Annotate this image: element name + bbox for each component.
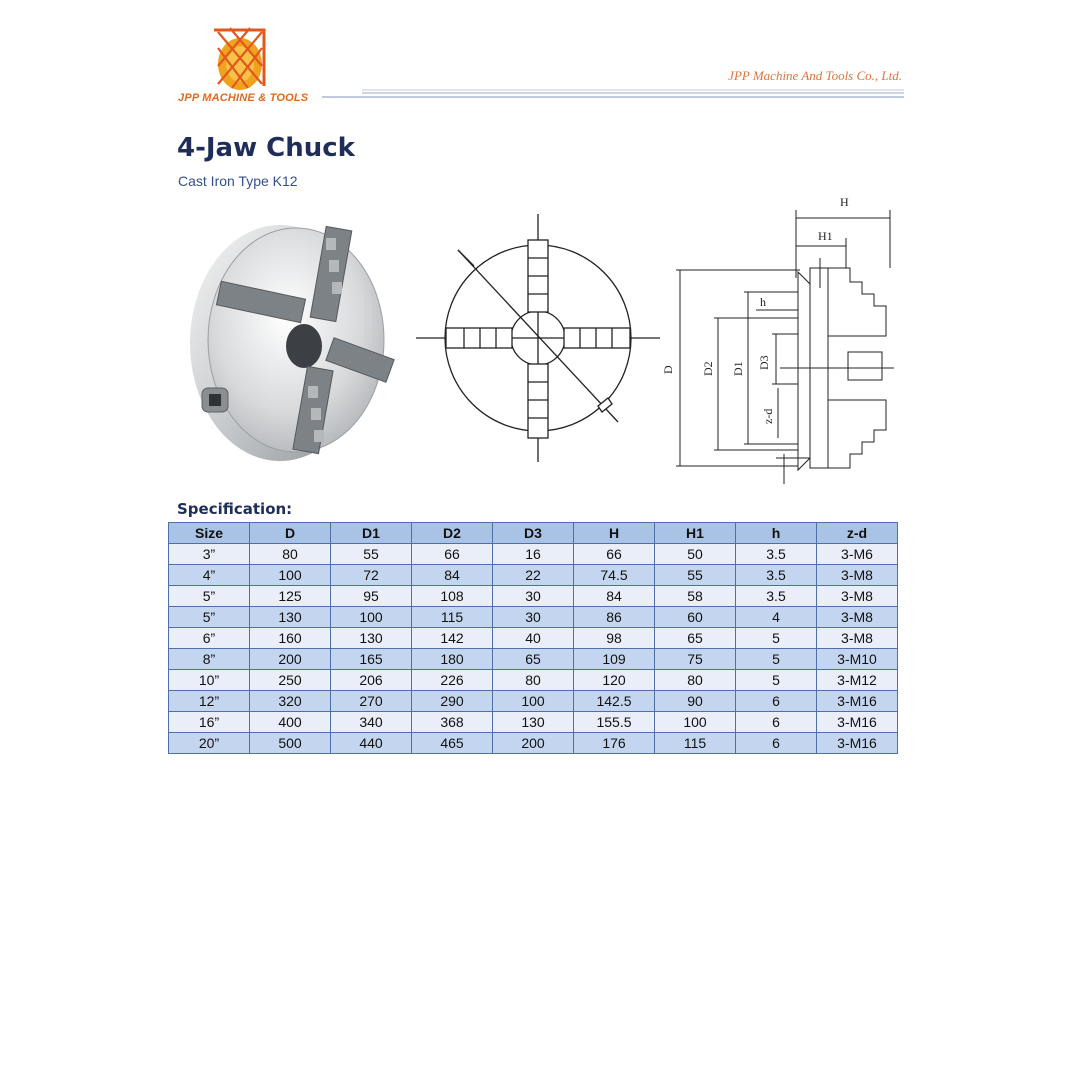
table-cell: 3-M8 [817,565,898,586]
table-cell: 290 [412,691,493,712]
table-cell: 3.5 [736,565,817,586]
label-h: h [760,295,766,309]
table-cell: 100 [250,565,331,586]
table-body [169,544,898,754]
table-cell: 368 [412,712,493,733]
table-cell: 3.5 [736,586,817,607]
table-cell: 200 [250,649,331,670]
column-header: D1 [331,523,412,544]
table-cell: 165 [331,649,412,670]
product-subtitle: Cast Iron Type K12 [178,173,298,189]
column-header: D [250,523,331,544]
column-header: H [574,523,655,544]
table-cell: 90 [655,691,736,712]
table-cell: 84 [412,565,493,586]
table-cell: 100 [655,712,736,733]
table-cell: 142 [412,628,493,649]
table-cell: 6” [169,628,250,649]
table-cell: 115 [655,733,736,754]
logo-text: JPP MACHINE & TOOLS [178,92,309,104]
column-header: h [736,523,817,544]
table-cell: 80 [655,670,736,691]
table-row [169,565,898,586]
table-cell: 155.5 [574,712,655,733]
label-D1: D1 [731,361,745,376]
table-cell: 115 [412,607,493,628]
product-title: 4-Jaw Chuck [177,133,355,163]
table-cell: 98 [574,628,655,649]
label-H1: H1 [818,229,833,243]
table-row [169,628,898,649]
table-cell: 50 [655,544,736,565]
table-cell: 6 [736,733,817,754]
table-cell: 58 [655,586,736,607]
table-cell: 250 [250,670,331,691]
table-cell: 440 [331,733,412,754]
table-cell: 100 [493,691,574,712]
table-cell: 10” [169,670,250,691]
table-cell: 16 [493,544,574,565]
table-cell: 465 [412,733,493,754]
front-view-drawing [414,210,662,468]
table-row [169,544,898,565]
table-cell: 270 [331,691,412,712]
table-cell: 22 [493,565,574,586]
table-cell: 5 [736,670,817,691]
table-cell: 200 [493,733,574,754]
table-cell: 6 [736,712,817,733]
label-D: D [661,365,675,374]
table-cell: 3-M8 [817,586,898,607]
table-cell: 65 [655,628,736,649]
company-name: JPP Machine And Tools Co., Ltd. [728,68,902,83]
table-cell: 5” [169,607,250,628]
table-cell: 142.5 [574,691,655,712]
table-cell: 120 [574,670,655,691]
table-cell: 30 [493,607,574,628]
table-cell: 3-M10 [817,649,898,670]
label-D3: D3 [757,355,771,370]
table-cell: 80 [493,670,574,691]
column-header: D2 [412,523,493,544]
table-cell: 65 [493,649,574,670]
table-cell: 130 [493,712,574,733]
table-row [169,649,898,670]
table-cell: 3-M12 [817,670,898,691]
table-cell: 4” [169,565,250,586]
table-cell: 20” [169,733,250,754]
table-cell: 74.5 [574,565,655,586]
table-cell: 500 [250,733,331,754]
column-header: D3 [493,523,574,544]
table-cell: 125 [250,586,331,607]
table-cell: 8” [169,649,250,670]
label-zd: z-d [761,408,775,424]
table-cell: 3-M8 [817,607,898,628]
spec-heading: Specification: [177,500,293,518]
table-cell: 5” [169,586,250,607]
table-cell: 3-M16 [817,712,898,733]
table-cell: 5 [736,628,817,649]
header-rule [322,88,904,100]
table-cell: 400 [250,712,331,733]
label-H: H [840,195,849,209]
table-cell: 95 [331,586,412,607]
table-row [169,607,898,628]
table-cell: 206 [331,670,412,691]
table-cell: 30 [493,586,574,607]
table-row [169,586,898,607]
table-cell: 80 [250,544,331,565]
table-cell: 320 [250,691,331,712]
table-cell: 3.5 [736,544,817,565]
table-cell: 66 [412,544,493,565]
table-cell: 60 [655,607,736,628]
table-cell: 66 [574,544,655,565]
table-cell: 75 [655,649,736,670]
table-cell: 84 [574,586,655,607]
table-row [169,670,898,691]
table-cell: 86 [574,607,655,628]
table-cell: 3-M6 [817,544,898,565]
label-D2: D2 [701,361,715,376]
table-cell: 340 [331,712,412,733]
table-cell: 130 [250,607,331,628]
table-cell: 5 [736,649,817,670]
column-header: H1 [655,523,736,544]
table-cell: 108 [412,586,493,607]
side-view-drawing [660,188,896,490]
table-row [169,712,898,733]
column-header: z-d [817,523,898,544]
table-cell: 55 [655,565,736,586]
spec-table [168,522,898,754]
table-cell: 12” [169,691,250,712]
table-cell: 226 [412,670,493,691]
table-cell: 40 [493,628,574,649]
column-header: Size [169,523,250,544]
table-row [169,733,898,754]
table-cell: 180 [412,649,493,670]
table-cell: 6 [736,691,817,712]
table-header-row [169,523,898,544]
table-cell: 3-M16 [817,691,898,712]
table-cell: 3-M8 [817,628,898,649]
table-row [169,691,898,712]
table-cell: 130 [331,628,412,649]
table-cell: 176 [574,733,655,754]
table-cell: 3” [169,544,250,565]
table-cell: 16” [169,712,250,733]
table-cell: 160 [250,628,331,649]
table-cell: 3-M16 [817,733,898,754]
chuck-photo [188,218,400,468]
table-cell: 109 [574,649,655,670]
table-cell: 72 [331,565,412,586]
table-cell: 100 [331,607,412,628]
table-cell: 55 [331,544,412,565]
table-cell: 4 [736,607,817,628]
